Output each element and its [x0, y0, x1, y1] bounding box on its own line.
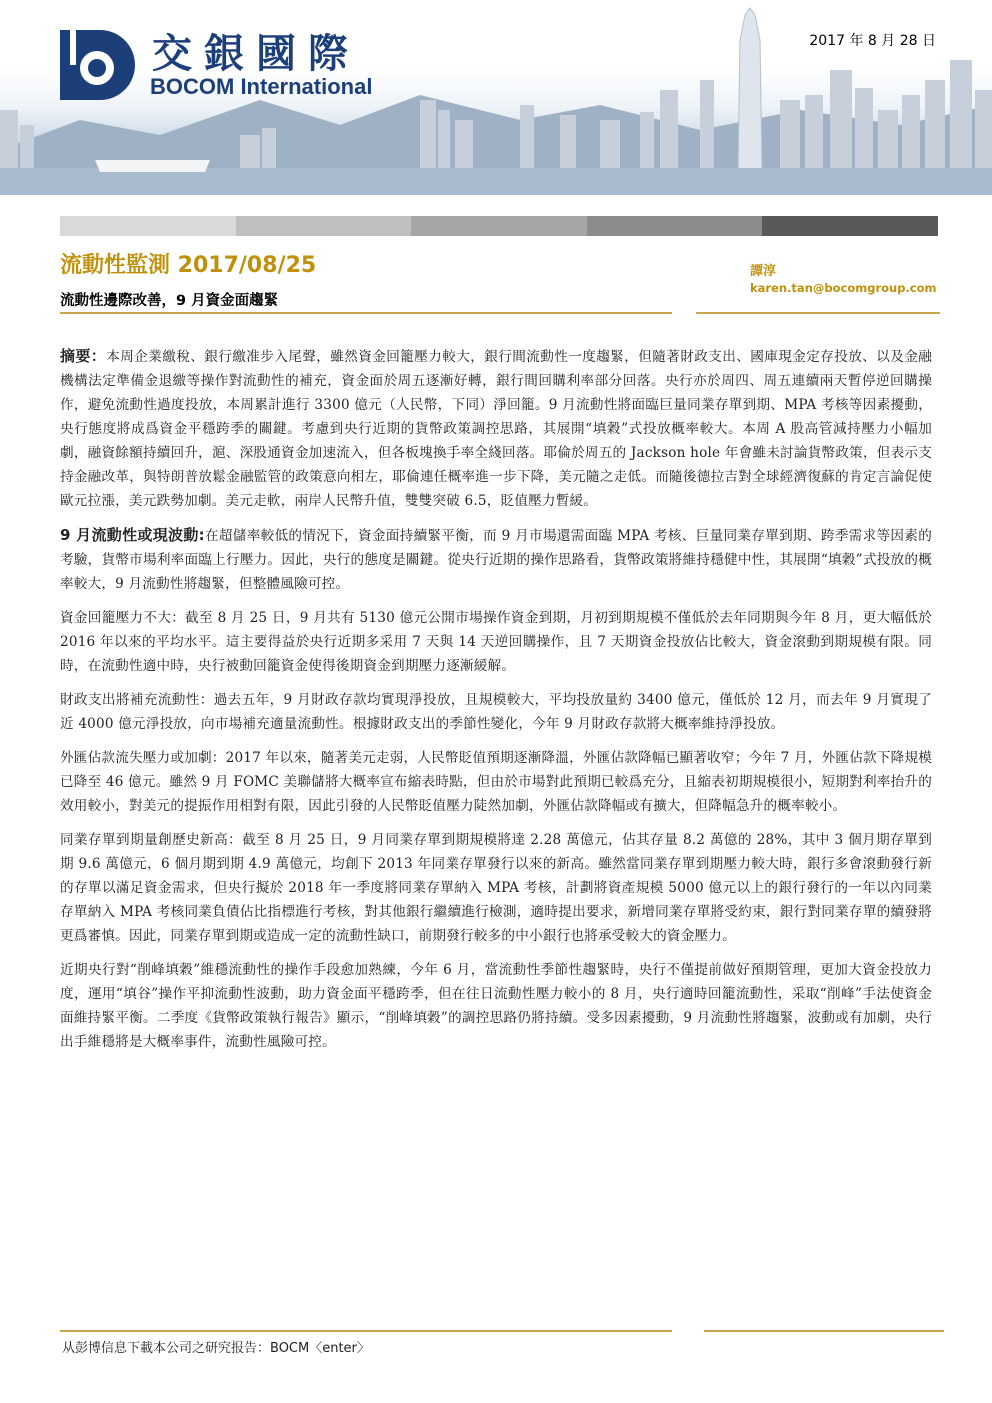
author-email[interactable]: karen.tan@bocomgroup.com: [750, 281, 937, 295]
report-body: [60, 344, 932, 1064]
report-title: 流動性監測 2017/08/25: [60, 253, 317, 278]
footer-divider: [704, 1330, 944, 1332]
paragraph: [60, 828, 932, 948]
logo: [55, 20, 415, 110]
footer-text: 从彭博信息下載本公司之研究报告：BOCM〈enter〉: [62, 1341, 370, 1356]
bar-segment: [411, 216, 587, 236]
paragraph-text: 同業存單到期量創歷史新高：截至 8 月 25 日，9 月同業存單到期規模將達 2.28 萬億元，佔其存量 8.2 萬億的 28%，其中 3 個月期存單到期 9.6 萬億元，6 個月期到期 4.9 萬億元，均創下 2013 年同業存單發行以來的新高。雖然當同業存單到期壓力較大時，銀行多會滾動發行新的存單以滿足資金需求，但央行擬於 2018 年一季度將同業存單納入 MPA 考核，計劃將資產規模 5000 億元以上的銀行發行的一年以內同業存單納入 MPA 考核同業負債佔比指標進行考核，對其他銀行繼續進行檢測，適時提出要求，新增同業存單將受約束，銀行對同業存單的續發將更爲審慎。因此，同業存單到期或造成一定的流動性缺口，前期發行較多的中小銀行也將承受較大的資金壓力。: [60, 832, 932, 944]
paragraph-text: 近期央行對“削峰填穀”維穩流動性的操作手段愈加熟練，今年 6 月，當流動性季節性趨緊時，央行不僅提前做好預期管理，更加大資金投放力度，運用“填谷”操作平抑流動性波動，助力資金面平穩跨季，但在往日流動性壓力較小的 8 月，央行適時回籠流動性，采取“削峰”手法使資金面維持緊平衡。二季度《貨幣政策執行報告》顯示，“削峰填穀”的調控思路仍將持續。受多因素擾動，9 月流動性將趨緊，波動或有加劇，央行出手維穩將是大概率事件，流動性風險可控。: [60, 962, 932, 1050]
logo-text-cn: 交銀國際: [152, 30, 360, 77]
bar-segment: [587, 216, 763, 236]
paragraph-text: 外匯佔款流失壓力或加劇：2017 年以來，隨著美元走弱，人民幣貶值預期逐漸降溫，外匯佔款降幅已顯著收窄；今年 7 月，外匯佔款下降規模已降至 46 億元。雖然 9 月 FOMC 美聯儲將大概率宣布縮表時點，但由於市場對此預期已較爲充分，且縮表初期規模很小，短期對利率抬升的效用較小，對美元的提振作用相對有限，因此引發的人民幣貶值壓力陡然加劇，外匯佔款降幅或有擴大，但降幅急升的概率較小。: [60, 750, 932, 814]
paragraph-text: 財政支出將補充流動性：過去五年，9 月財政存款均實現淨投放，且規模較大，平均投放量約 3400 億元，僅低於 12 月，而去年 9 月實現了近 4000 億元淨投放，向市場補充適量流動性。根據財政支出的季節性變化，今年 9 月財政存款將大概率維持淨投放。: [60, 692, 932, 732]
paragraph-text: 在超儲率較低的情況下，資金面持續緊平衡，而 9 月市場還需面臨 MPA 考核、巨量同業存單到期、跨季需求等因素的考驗，貨幣市場利率面臨上行壓力。因此，央行的態度是關鍵。從央行近期的操作思路看，貨幣政策將維持穩健中性，其展開“填穀”式投放的概率較大，9 月流動性將趨緊，但整體風險可控。: [60, 528, 932, 592]
paragraph: [60, 958, 932, 1054]
report-date: 2017 年 8 月 28 日: [809, 33, 936, 49]
bar-segment: [762, 216, 938, 236]
decorative-bars: [60, 216, 938, 236]
bar-segment: [236, 216, 412, 236]
header-banner: [0, 0, 992, 195]
paragraph: [60, 688, 932, 736]
paragraph: [60, 523, 932, 596]
logo-text-en: BOCOM International: [150, 74, 373, 99]
paragraph-lead: 摘要：: [60, 347, 107, 365]
author-name: 譚淳: [750, 264, 777, 279]
report-subtitle: 流動性邊際改善，9 月資金面趨緊: [60, 293, 279, 309]
title-block: [60, 248, 660, 310]
paragraph: [60, 606, 932, 678]
paragraph: [60, 746, 932, 818]
logo-icon: [55, 20, 145, 110]
divider: [60, 312, 672, 314]
paragraph-text: 資金回籠壓力不大：截至 8 月 25 日，9 月共有 5130 億元公開市場操作資金到期，月初到期規模不僅低於去年同期與今年 8 月，更大幅低於 2016 年以來的平均水平。這主要得益於央行近期多采用 7 天與 14 天逆回購操作，且 7 天期資金投放佔比較大，資金滾動到期規模有限。同時，在流動性適中時，央行被動回籠資金使得後期資金到期壓力逐漸緩解。: [60, 610, 932, 674]
paragraph: [60, 344, 932, 513]
paragraph-lead: 9 月流動性或現波動:: [60, 526, 205, 544]
paragraph-text: 本周企業繳稅、銀行繳准步入尾聲，雖然資金回籠壓力較大，銀行間流動性一度趨緊，但隨著財政支出、國庫現金定存投放、以及金融機構法定準備金退繳等操作對流動性的補充，資金面於周五逐漸好轉，銀行間回購利率部分回落。央行亦於周四、周五連續兩天暫停逆回購操作，避免流動性過度投放，本周累計進行 3300 億元（人民幣，下同）淨回籠。9 月流動性將面臨巨量同業存單到期、MPA 考核等因素擾動，央行態度將成爲資金平穩跨季的關鍵。考慮到央行近期的貨幣政策調控思路，其展開“填穀”式投放概率較大。本周 A 股高管減持壓力小幅加劇，融資餘額持續回升，滬、深股通資金加速流入，但各板塊換手率全綫回落。耶倫於周五的 Jackson hole 年會雖未討論貨幣政策，但表示支持金融改革，與特朗普放鬆金融監管的政策意向相左，耶倫連任概率進一步下降，美元隨之走低。而隨後德拉吉對全球經濟復蘇的肯定言論促使歐元拉漲，美元跌勢加劇。美元走軟，兩岸人民幣升值，雙雙突破 6.5，貶值壓力暫緩。: [60, 349, 932, 509]
footer-divider: [60, 1330, 672, 1332]
bar-segment: [60, 216, 236, 236]
divider: [696, 312, 940, 314]
